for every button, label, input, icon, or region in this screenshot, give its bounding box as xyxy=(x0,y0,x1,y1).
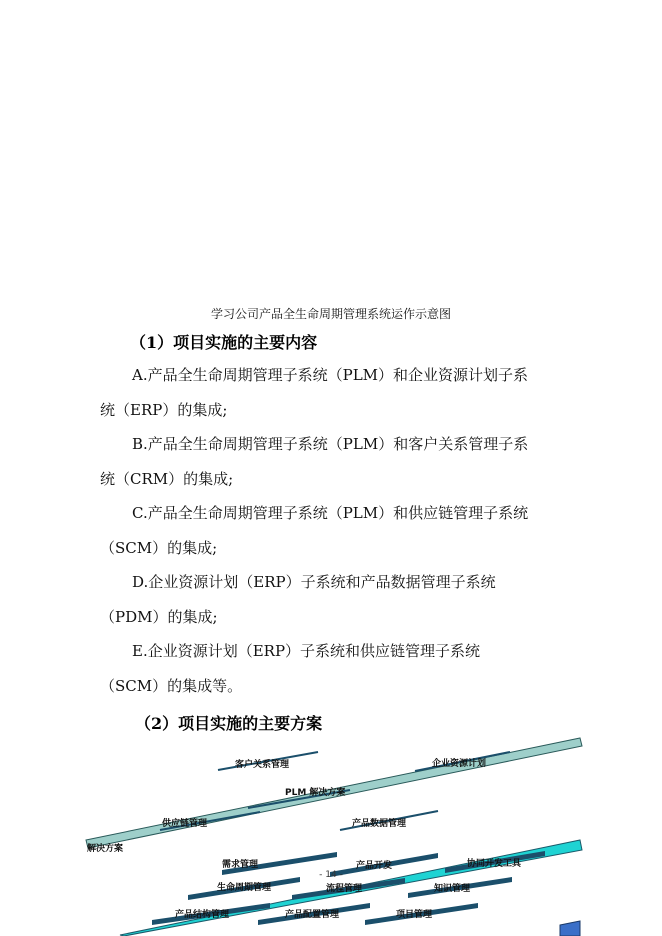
label-project: 项目管理 xyxy=(396,910,433,920)
label-pdm: 产品数据管理 xyxy=(352,819,407,829)
item-b-line2: 统（CRM）的集成; xyxy=(100,469,234,488)
label-design: 产品开发 xyxy=(356,861,393,871)
item-c-line1: C.产品全生命周期管理子系统（PLM）和供应链管理子系统 xyxy=(132,504,529,522)
label-process: 流程管理 xyxy=(326,884,363,894)
label-erp: 企业资源计划 xyxy=(432,759,487,769)
list-item-d xyxy=(100,565,570,634)
item-a-line2: 统（ERP）的集成; xyxy=(100,400,228,419)
item-b-line1: B.产品全生命周期管理子系统（PLM）和客户关系管理子系 xyxy=(132,435,529,453)
label-lifecycle: 生命周期管理 xyxy=(217,883,272,893)
label-plm: PLM 解决方案 xyxy=(285,788,346,798)
list-item-e xyxy=(100,634,570,703)
list-item-c xyxy=(100,496,570,565)
label-knowledge: 知识管理 xyxy=(434,884,471,894)
label-collab: 协同开发工具 xyxy=(467,859,522,869)
figure-caption: 学习公司产品全生命周期管理系统运作示意图 xyxy=(210,307,451,321)
label-req: 需求管理 xyxy=(222,860,259,870)
item-e-line1: E.企业资源计划（ERP）子系统和供应链管理子系统 xyxy=(132,642,481,660)
item-c-line2: （SCM）的集成; xyxy=(100,538,218,557)
label-scm: 供应链管理 xyxy=(162,819,208,829)
label-crm: 客户关系管理 xyxy=(235,760,290,770)
base-platform-slab xyxy=(560,921,580,936)
list-item-b xyxy=(100,427,570,496)
item-d-line1: D.企业资源计划（ERP）子系统和产品数据管理子系统 xyxy=(132,573,496,591)
label-structure: 产品结构管理 xyxy=(175,910,230,920)
plm-architecture-diagram xyxy=(0,730,662,936)
section1-heading: （1）项目实施的主要内容 xyxy=(130,333,318,352)
item-d-line2: （PDM）的集成; xyxy=(100,607,218,626)
item-e-line2: （SCM）的集成等。 xyxy=(100,676,243,695)
list-item-a xyxy=(100,358,570,427)
section2-heading: （2）项目实施的主要方案 xyxy=(135,714,323,733)
page-number: - 14 - xyxy=(319,870,343,880)
label-config: 产品配置管理 xyxy=(285,910,340,920)
item-a-line1: A.产品全生命周期管理子系统（PLM）和企业资源计划子系 xyxy=(132,366,529,384)
label-solution: 解决方案 xyxy=(87,844,124,854)
